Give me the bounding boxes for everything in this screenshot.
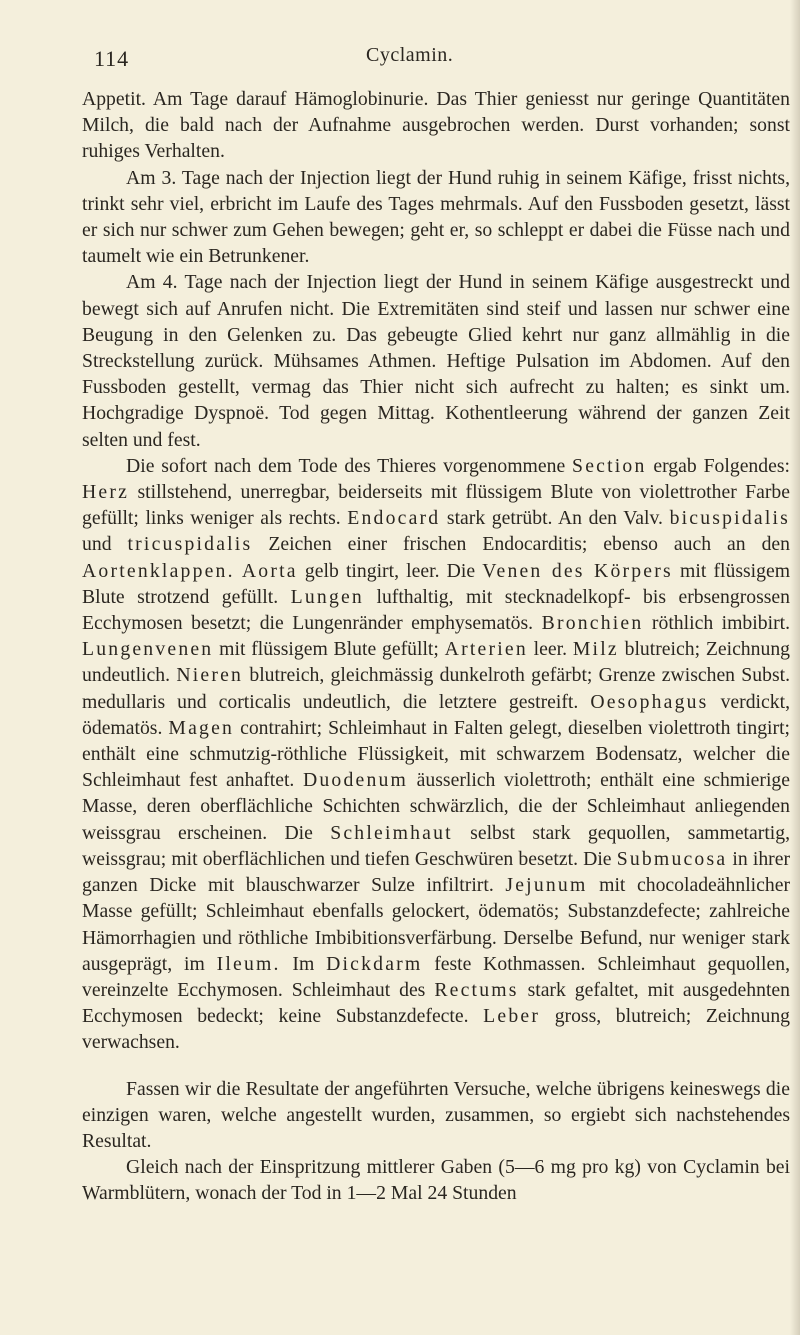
text-segment: äusserlich violettroth; enthält eine schmierige Masse, deren oberflächliche Schichten schwärzlich, die der Schleimhaut anliegenden weissgrau erscheinen. Die [82,769,791,844]
text-segment: contrahirt; Schleimhaut in Falten gelegt, dieselben violettroth tingirt; enthält eine schmutzig-röthliche Flüssigkeit, mit schwarzem Bodensatz, welcher die Schleimhaut fest anhaftet. [82,716,791,792]
text-segment: stark gefaltet, mit ausgedehnten Ecchymosen bedeckt; keine Substanzdefecte. [82,978,791,1028]
text-segment: blutreich; Zeichnung undeutlich. [82,638,791,687]
term-ileum: Ileum. [216,952,281,975]
term-endocard: Endocard [347,507,441,530]
term-dickdarm: Dickdarm [326,952,423,975]
text-segment: mit flüssigem Blute gefüllt; [219,638,439,661]
term-tricuspidalis: tricuspidalis [127,533,253,556]
term-bicuspidalis: bicuspidalis [669,507,791,530]
paragraph-day-3: Am 3. Tage nach der Injection liegt der Hund ruhig in seinem Käfige, frisst nichts, trinkt sehr viel, erbricht im Laufe des Tages mehrmals. Auf den Fussboden gesetzt, lässt er sich nur schwer zum Gehen bewegen; geht er, so schleppt er dabei die Füsse nach und taumelt wie ein Betrunkener. [82,166,790,268]
text-segment: in ihrer ganzen Dicke mit blauschwarzer Sulze infiltrirt. [82,847,791,897]
text-segment: feste Kothmassen. Schleimhaut gequollen, vereinzelte Ecchymosen. Schleimhaut des [82,952,790,1001]
term-oesophagus: Oesophagus [590,690,709,713]
paragraph-summary: Fassen wir die Resultate der angeführten Versuche, welche übrigens keineswegs die einzigen waren, welche angestellt wurden, zusammen, so ergiebt sich nachstehendes Resultat. [82,1077,790,1152]
term-nieren: Nieren [176,664,244,687]
body-text [82,86,790,1207]
term-herz: Herz [82,481,130,504]
text-segment: lufthaltig, mit stecknadelkopf- bis erbsengrossen Ecchymosen besetzt; die Lungenränder emphysematös. [82,585,791,635]
text-segment: verdickt, ödematös. [82,690,791,739]
page-number: 114 [94,46,130,71]
text-segment: gelb tingirt, leer. Die [304,559,476,582]
term-submucosa: Submucosa [616,847,728,870]
term-aorta: Aorta [241,559,298,582]
term-milz: Milz [572,638,619,661]
paragraph-section-findings [82,453,790,1056]
term-arterien: Arterien [444,638,528,661]
term-aortenklappen: Aortenklappen. [82,559,235,582]
text-segment: Die sofort nach dem Tode des Thieres vorgenommene [126,454,566,477]
term-lungenvenen: Lungenvenen [82,638,214,661]
term-venen: Venen des Körpers [482,559,673,582]
text-segment: gross, blutreich; Zeichnung verwachsen. [82,1005,791,1054]
term-jejunum: Jejunum [505,874,588,897]
text-segment: leer. [533,638,568,661]
page-edge-shadow [790,0,800,1335]
text-segment: mit flüssigem Blute strotzend gefüllt. [82,559,791,608]
text-segment: stark getrübt. An den Valv. [446,507,663,530]
text-segment: und [82,533,112,556]
term-schleimhaut: Schleimhaut [330,821,453,844]
paragraph-day-4: Am 4. Tage nach der Injection liegt der Hund in seinem Käfige ausgestreckt und bewegt sich auf Anrufen nicht. Die Extremitäten sind steif und lassen nur schwer eine Beugung in den Gelenken zu. Das gebeugte Glied kehrt nur ganz allmählig in die Streckstellung zurück. Mühsames Athmen. Heftige Pulsation im Abdomen. Auf den Fussboden gestellt, vermag das Thier nicht sich aufrecht zu halten; es sinkt um. Hochgradige Dyspnoë. Tod gegen Mittag. Kothentleerung während der ganzen Zeit selten und fest. [82,271,790,451]
paragraph-continuation: Appetit. Am Tage darauf Hämoglobinurie. Das Thier geniesst nur geringe Quantitäten Milch, die bald nach der Aufnahme ausgebrochen werden. Durst vorhanden; sonst ruhiges Verhalten. [82,88,790,163]
text-segment: Zeichen einer frischen Endocarditis; ebenso auch an den [268,533,791,556]
term-rectums: Rectums [434,978,519,1001]
page-header [88,44,788,76]
running-title: Cyclamin. [366,44,454,66]
text-segment: Im [292,952,315,975]
term-bronchien: Bronchien [541,612,644,635]
text-segment: stillstehend, unerregbar, beiderseits mit flüssigem Blute von violettrother Farbe gefüllt; links weniger als rechts. [82,481,790,530]
text-segment: ergab Folgendes: [653,454,790,477]
term-magen: Magen [168,716,235,739]
text-segment: selbst stark gequollen, sammetartig, weissgrau; mit oberflächlichen und tiefen Geschwüren besetzt. Die [82,821,791,870]
text-segment: blutreich, gleichmässig dunkelroth gefärbt; Grenze zwischen Subst. medullaris und corticalis undeutlich, die letztere gestreift. [82,664,790,713]
term-lungen: Lungen [290,585,364,608]
term-leber: Leber [483,1005,541,1028]
term-duodenum: Duodenum [302,769,409,792]
term-section: Section [572,454,647,477]
text-segment: mit chocoladeähnlicher Masse gefüllt; Schleimhaut ebenfalls gelockert, ödematös; Substanzdefecte; zahlreiche Hämorrhagien und röthliche Imbibitionsverfärbung. Derselbe Befund, nur weniger stark ausgeprägt, im [82,874,791,975]
paragraph-results: Gleich nach der Einspritzung mittlerer Gaben (5—6 mg pro kg) von Cyclamin bei Warmblütern, wonach der Tod in 1—2 Mal 24 Stunden [82,1156,790,1205]
text-segment: röthlich imbibirt. [651,612,791,635]
